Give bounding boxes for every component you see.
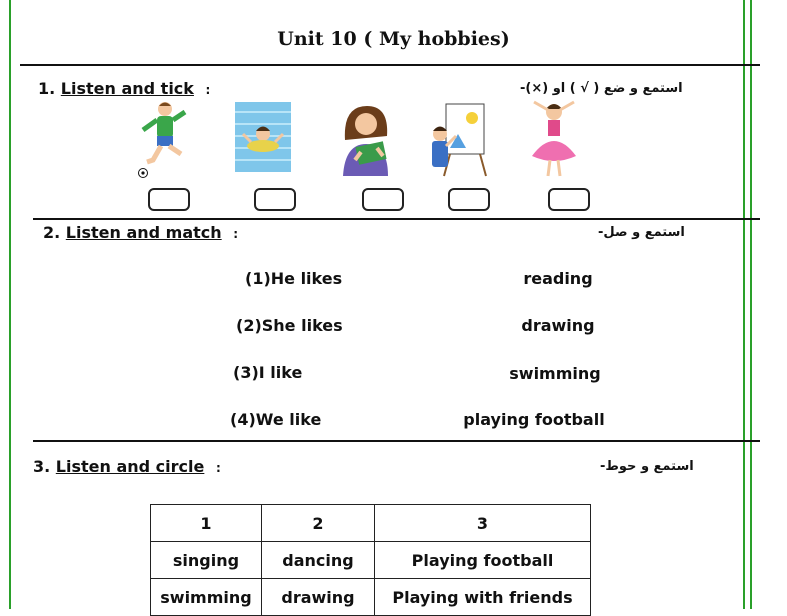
table-header-cell: 1 xyxy=(151,505,262,542)
tick-box-5[interactable] xyxy=(548,188,590,211)
match-left-2: (2)She likes xyxy=(236,316,343,335)
page-border-left xyxy=(9,0,11,609)
section1-title: Listen and tick xyxy=(60,79,194,98)
section3-title: Listen and circle xyxy=(55,457,205,476)
tick-box-2[interactable] xyxy=(254,188,296,211)
match-right-1: reading xyxy=(523,269,593,288)
boy-playing-football-illustration xyxy=(133,100,193,178)
match-left-3: (3)I like xyxy=(233,363,303,382)
table-header-row xyxy=(151,505,591,542)
match-left-1: (1)He likes xyxy=(245,269,343,288)
section3-number: 3. xyxy=(33,457,51,476)
match-left-4: (4)We like xyxy=(230,410,322,429)
girl-swimming-illustration xyxy=(233,100,293,178)
section2-arabic-instruction: استمع و صل- xyxy=(598,225,685,240)
table-row xyxy=(151,542,591,579)
boy-drawing-illustration xyxy=(428,100,488,178)
divider-2 xyxy=(33,218,760,220)
worksheet-title: Unit 10 ( My hobbies) xyxy=(277,28,510,50)
table-header-cell: 2 xyxy=(262,505,375,542)
divider-1 xyxy=(20,64,760,66)
section2-heading xyxy=(43,223,238,242)
section3-arabic-instruction: استمع و حوط- xyxy=(600,459,694,474)
section2-colon: : xyxy=(233,227,239,241)
divider-3 xyxy=(33,440,760,442)
section1-heading xyxy=(38,79,210,98)
table-cell[interactable]: swimming xyxy=(151,579,262,616)
table-header-cell: 3 xyxy=(375,505,591,542)
table-cell[interactable]: singing xyxy=(151,542,262,579)
table-cell[interactable]: drawing xyxy=(262,579,375,616)
section3-colon: : xyxy=(215,461,221,475)
woman-reading-illustration xyxy=(335,100,395,178)
section2-number: 2. xyxy=(43,223,61,242)
tick-box-3[interactable] xyxy=(362,188,404,211)
match-right-4: playing football xyxy=(463,410,605,429)
tick-box-1[interactable] xyxy=(148,188,190,211)
match-right-3: swimming xyxy=(509,364,601,383)
section1-number: 1. xyxy=(38,79,56,98)
table-cell[interactable]: dancing xyxy=(262,542,375,579)
section3-heading xyxy=(33,457,221,476)
circle-table xyxy=(150,504,591,616)
tick-box-4[interactable] xyxy=(448,188,490,211)
section1-arabic-instruction: استمع و ضع ( √ ) او (×)- xyxy=(520,81,683,96)
page-border-right xyxy=(743,0,745,609)
match-right-2: drawing xyxy=(521,316,595,335)
section2-title: Listen and match xyxy=(65,223,222,242)
table-row xyxy=(151,579,591,616)
section1-colon: : xyxy=(205,83,211,97)
table-cell[interactable]: Playing with friends xyxy=(375,579,591,616)
table-cell[interactable]: Playing football xyxy=(375,542,591,579)
girl-dancing-illustration xyxy=(524,100,584,178)
page-border-right-outer xyxy=(750,0,752,609)
